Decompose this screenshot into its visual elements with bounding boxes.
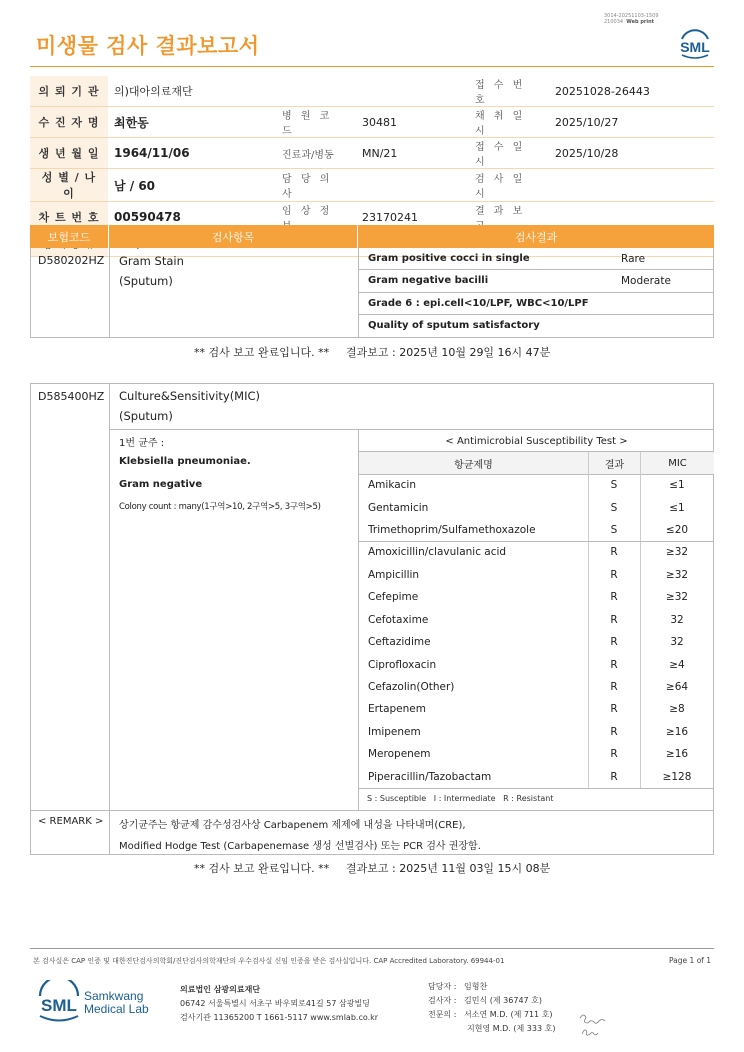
doc-id-line2: 210034 <box>604 19 624 25</box>
drug-name: Piperacillin/Tazobactam <box>368 770 492 783</box>
drug-name: Ciprofloxacin <box>368 658 437 671</box>
gram-finding: Gram negative bacilli <box>368 275 489 287</box>
strain-number: 1번 균주 : <box>119 438 165 449</box>
collect-date-label: 채 취 일 시 <box>461 107 549 138</box>
birth-value: 1964/11/06 <box>108 138 268 169</box>
staff-manager: 담당자 : 임형찬 <box>428 982 488 991</box>
drug-mic: ≥128 <box>662 770 692 783</box>
drug-name: Cefepime <box>368 591 419 604</box>
drug-result: R <box>610 546 618 559</box>
drug-row <box>359 541 714 563</box>
drug-row <box>359 743 714 765</box>
report-label: 결 과 보 <box>461 202 549 233</box>
drug-mic: ≥32 <box>665 591 689 604</box>
remark-label: < REMARK > <box>38 816 104 827</box>
staff-info <box>428 980 555 1036</box>
culture-item-name: Culture&Sensitivity(MIC) <box>119 389 261 403</box>
results-header <box>30 225 714 248</box>
staff-specialist2: 지현영 M.D. (제 333 호) <box>467 1024 556 1033</box>
web-print-label: Web print <box>626 19 655 25</box>
gram-stain-section <box>30 248 714 338</box>
sex-age-label: 성 별 / 나 이 <box>30 169 108 202</box>
org-name: 의료법인 삼광의료재단 <box>180 985 261 994</box>
gram-type: Gram negative <box>119 479 203 490</box>
drug-row <box>359 586 714 608</box>
drug-mic: ≥8 <box>669 703 685 716</box>
drug-result: R <box>610 748 618 761</box>
receipt-no-value: 20251028-26443 <box>549 76 714 107</box>
header-result: 검사결과 <box>514 230 558 244</box>
colony-count: Colony count : many(1구역>10, 2구역>5, 3구역>5) <box>119 502 321 512</box>
dept-label: 진료과/병동 <box>268 138 356 169</box>
gram-result-row <box>359 270 714 292</box>
drug-mic: ≥16 <box>665 748 689 761</box>
drug-mic: 32 <box>670 613 684 626</box>
clinical-value: 23170241 <box>356 202 461 233</box>
drug-result: R <box>610 613 618 626</box>
birth-label: 생 년 월 일 <box>30 138 108 169</box>
col-drug-header: 항균제명 <box>454 459 493 471</box>
organism-name: Klebsiella pneumoniae. <box>119 456 251 467</box>
drug-row <box>359 676 714 698</box>
header-divider <box>30 66 714 67</box>
culture-report-time: 결과보고 : 2025년 11월 03일 15시 08분 <box>346 862 551 875</box>
col-mic-header: MIC <box>640 452 714 474</box>
organization-info <box>180 983 378 1025</box>
drug-row <box>359 519 714 541</box>
drug-result: R <box>610 681 618 694</box>
drug-mic: ≤1 <box>669 479 685 492</box>
footer-logo-text: SML <box>41 996 77 1015</box>
drug-mic: ≥4 <box>669 658 685 671</box>
drug-result: R <box>610 591 618 604</box>
gram-item-specimen: (Sputum) <box>119 274 173 288</box>
sml-logo <box>676 24 714 62</box>
samkwang-logo <box>36 980 176 1026</box>
gram-results <box>359 248 714 337</box>
remark-line2: Modified Hodge Test (Carbapenemase 생성 선별검사) 또는 PCR 검사 권장함. <box>119 841 481 852</box>
header-code: 보험코드 <box>30 225 109 248</box>
culture-code: D585400HZ <box>38 390 105 403</box>
document-id <box>604 13 659 25</box>
ast-drug-table <box>359 474 714 788</box>
drug-row <box>359 631 714 653</box>
culture-done-text: ** 검사 보고 완료입니다. ** <box>194 862 330 875</box>
receive-date-label: 접 수 일 시 <box>461 138 549 169</box>
gram-grade: Moderate <box>621 274 671 287</box>
drug-result: R <box>610 703 618 716</box>
receive-date-value: 2025/10/28 <box>549 138 714 169</box>
clinical-label: 임 상 정 <box>268 202 356 233</box>
culture-item-specimen: (Sputum) <box>119 409 173 423</box>
drug-name: Cefazolin(Other) <box>368 681 455 694</box>
collect-date-value: 2025/10/27 <box>549 107 714 138</box>
culture-section <box>30 383 714 855</box>
svg-text:SML: SML <box>680 39 710 55</box>
gram-result-row <box>359 293 714 315</box>
accreditation-note: 본 검사실은 CAP 인증 및 대한진단검사의학회/진단검사의학재단의 우수검사실 신임 인증을 받은 검사실입니다. CAP Accredited Laboratory. 69944-01 <box>33 957 505 965</box>
drug-name: Ertapenem <box>368 703 426 716</box>
requester-value: 의)대아의료재단 <box>108 76 461 107</box>
drug-row <box>359 766 714 788</box>
gram-result-row <box>359 248 714 270</box>
chart-value: 00590478 <box>108 202 268 233</box>
drug-row <box>359 721 714 743</box>
drug-name: Amikacin <box>368 479 417 492</box>
drug-mic: ≥16 <box>665 725 689 738</box>
report-title: 미생물 검사 결과보고서 <box>36 34 260 58</box>
gram-done-text: ** 검사 보고 완료입니다. ** <box>194 346 330 359</box>
drug-result: S <box>610 479 618 492</box>
gram-item-name: Gram Stain <box>119 254 184 268</box>
doctor-label: 담 당 의 사 <box>268 169 356 202</box>
ast-legend: S : Susceptible I : Intermediate R : Resistant <box>367 794 554 803</box>
gram-finding: Grade 6 : epi.cell<10/LPF, WBC<10/LPF <box>368 297 589 309</box>
ast-header-row <box>359 452 714 474</box>
gram-code: D580202HZ <box>38 254 105 267</box>
drug-result: R <box>610 725 618 738</box>
ast-title: < Antimicrobial Susceptibility Test > <box>445 435 628 447</box>
staff-tester: 검사자 : 김민식 (제 36747 호) <box>428 996 543 1005</box>
drug-result: S <box>610 524 618 537</box>
brand-line2: Medical Lab <box>84 1002 149 1016</box>
drug-mic: ≤1 <box>669 501 685 514</box>
drug-mic: ≥64 <box>665 681 689 694</box>
drug-result: R <box>610 658 618 671</box>
drug-row <box>359 564 714 586</box>
drug-mic: ≤20 <box>665 524 689 537</box>
drug-mic: 32 <box>670 636 684 649</box>
drug-row <box>359 496 714 518</box>
hospital-code-value: 30481 <box>356 107 461 138</box>
drug-result: R <box>610 568 618 581</box>
gram-grade: Rare <box>621 252 646 265</box>
requester-label: 의 뢰 기 관 <box>30 76 108 107</box>
drug-name: Trimethoprim/Sulfamethoxazole <box>368 524 536 537</box>
dept-value: MN/21 <box>356 138 461 169</box>
drug-name: Amoxicillin/clavulanic acid <box>368 546 507 559</box>
header-item: 검사항목 <box>109 225 358 248</box>
drug-name: Ampicillin <box>368 568 420 581</box>
drug-name: Cefotaxime <box>368 613 429 626</box>
chart-label: 차 트 번 호 <box>30 202 108 233</box>
sex-age-value: 남 / 60 <box>108 169 268 202</box>
gram-result-row <box>359 315 714 337</box>
drug-result: R <box>610 770 618 783</box>
footer-divider <box>30 948 714 949</box>
drug-name: Ceftazidime <box>368 636 431 649</box>
col-result-header: 결과 <box>588 452 640 474</box>
test-date-label: 검 사 일 시 <box>461 169 549 202</box>
drug-name: Meropenem <box>368 748 431 761</box>
gram-finding: Quality of sputum satisfactory <box>368 320 540 332</box>
test-date-value <box>549 169 714 202</box>
drug-result: S <box>610 501 618 514</box>
name-label: 수 진 자 명 <box>30 107 108 138</box>
drug-row <box>359 609 714 631</box>
doctor-value <box>356 169 461 202</box>
receipt-no-label: 접 수 번 호 <box>461 76 549 107</box>
drug-name: Imipenem <box>368 725 421 738</box>
drug-mic: ≥32 <box>665 546 689 559</box>
drug-row <box>359 698 714 720</box>
gram-finding: Gram positive cocci in single <box>368 253 530 265</box>
remark-line1: 상기균주는 항균제 감수성검사상 Carbapenem 제제에 내성을 나타내며(CRE), <box>119 820 466 831</box>
signature <box>578 1008 608 1040</box>
gram-report-time: 결과보고 : 2025년 10월 29일 16시 47분 <box>346 346 551 359</box>
doc-id-line1: 3014-20251103-1509 <box>604 13 659 19</box>
drug-row <box>359 653 714 675</box>
drug-name: Gentamicin <box>368 501 429 514</box>
patient-name: 최한동 <box>108 107 268 138</box>
org-contact: 검사기관 11365200 T 1661-5117 www.smlab.co.kr <box>180 1013 379 1022</box>
drug-result: R <box>610 636 618 649</box>
drug-row <box>359 474 714 496</box>
staff-specialist1: 전문의 : 서소연 M.D. (제 711 호) <box>428 1010 553 1019</box>
hospital-code-label: 병 원 코 드 <box>268 107 356 138</box>
org-address: 06742 서울특별시 서초구 바우뫼로41길 57 삼광빌딩 <box>180 999 370 1008</box>
drug-mic: ≥32 <box>665 568 689 581</box>
page-number: Page 1 of 1 <box>669 956 712 965</box>
brand-line1: Samkwang <box>84 989 144 1003</box>
